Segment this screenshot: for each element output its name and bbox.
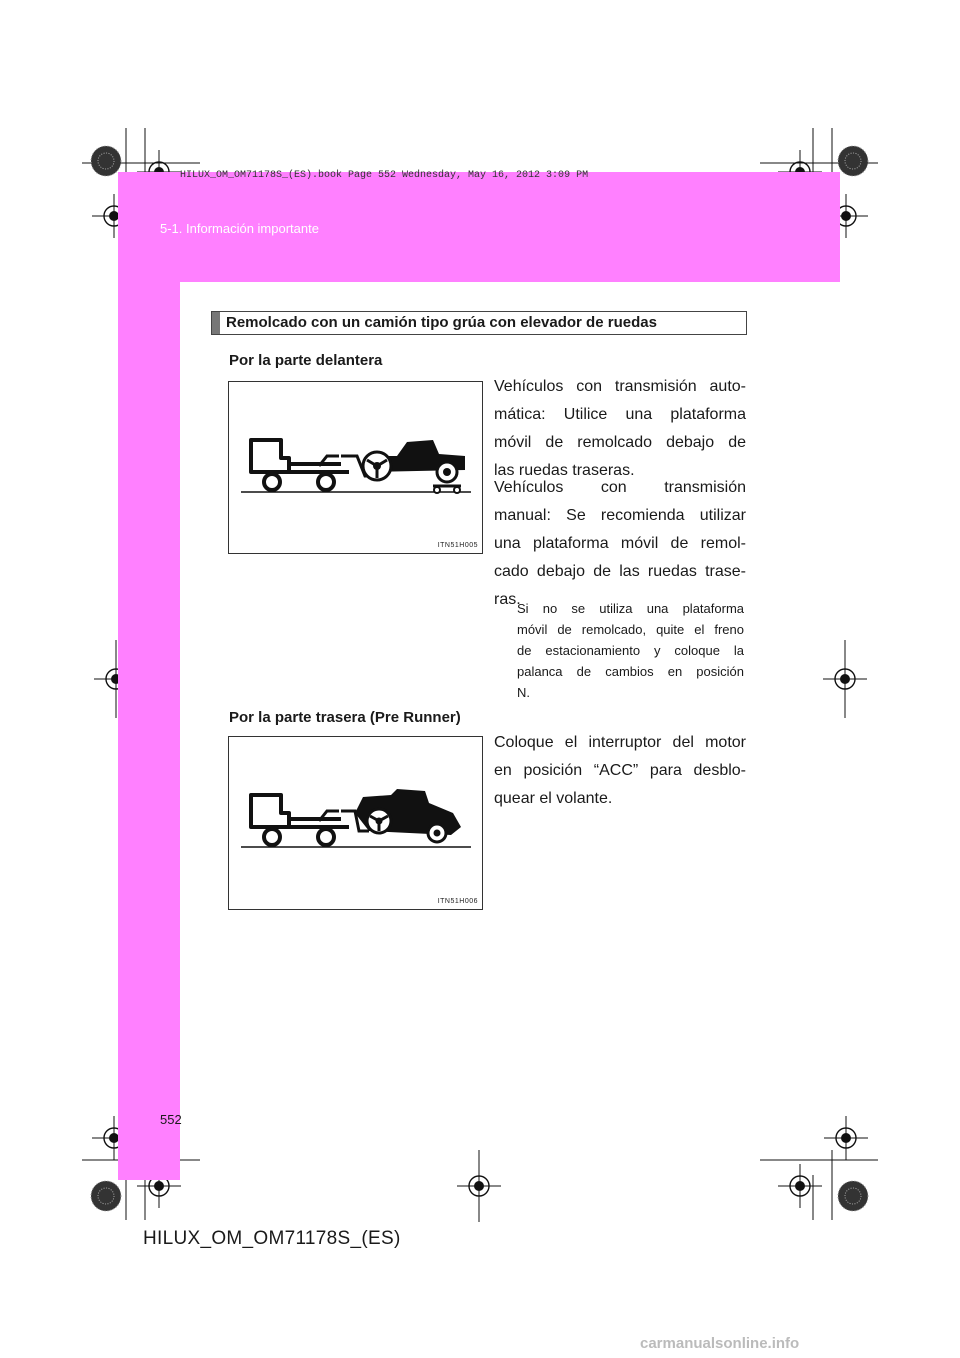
paragraph-line: móvil de remolcado debajo de [494,434,746,451]
page-number: 552 [160,1112,182,1127]
note-line: palanca de cambios en posición [517,664,744,679]
rear-tow-figure [228,736,483,910]
registration-mark-icon [457,1164,501,1208]
heading-accent-bar [212,312,220,334]
registration-mark-icon [823,657,867,701]
color-target-icon [838,146,868,176]
paragraph-line: manual: Se recomienda utilizar [494,507,746,524]
registration-mark-icon [778,1164,822,1208]
front-note [517,598,744,703]
watermark[interactable]: carmanualsonline.info [640,1335,800,1352]
tow-truck-front-icon [229,382,482,553]
registration-mark-icon [824,1116,868,1160]
note-line: móvil de remolcado, quite el freno [517,622,744,637]
front-subheading: Por la parte delantera [229,352,383,369]
color-target-icon [91,1181,121,1211]
section-label: 5-1. Información importante [160,221,319,236]
footer-code: HILUX_OM_OM71178S_(ES) [143,1228,401,1249]
paragraph-line: quear el volante. [494,790,613,807]
paragraph-line: ras. [494,591,521,608]
paragraph-line: Coloque el interruptor del motor [494,734,746,751]
color-target-icon [838,1181,868,1211]
color-target-icon [91,146,121,176]
rear-subheading: Por la parte trasera (Pre Runner) [229,709,461,726]
tow-truck-rear-icon [229,737,482,909]
section-heading [211,311,747,335]
front-tow-figure [228,381,483,554]
rear-paragraph [494,729,746,813]
paragraph-line: las ruedas traseras. [494,462,635,479]
paragraph-line: Vehículos con transmisión auto- [494,378,746,395]
note-line: de estacionamiento y coloque la [517,643,744,658]
note-line: Si no se utiliza una plataforma [517,601,744,616]
paragraph-line: en posición “ACC” para desblo- [494,762,746,779]
section-heading-text: Remolcado con un camión tipo grúa con elevador de ruedas [226,314,657,331]
paragraph-line: cado debajo de las ruedas trase- [494,563,746,580]
side-band [118,282,180,1180]
book-info-line: HILUX_OM_OM71178S_(ES).book Page 552 Wednesday, May 16, 2012 3:09 PM [180,170,589,181]
paragraph-line: una plataforma móvil de remol- [494,535,746,552]
paragraph-line: mática: Utilice una plataforma [494,406,746,423]
figure-code: ITN51H006 [437,898,478,905]
front-manual-paragraph [494,474,746,614]
paragraph-line: Vehículos con transmisión [494,479,746,496]
front-automatic-paragraph [494,373,746,485]
figure-code: ITN51H005 [437,542,478,549]
note-line: N. [517,685,530,700]
